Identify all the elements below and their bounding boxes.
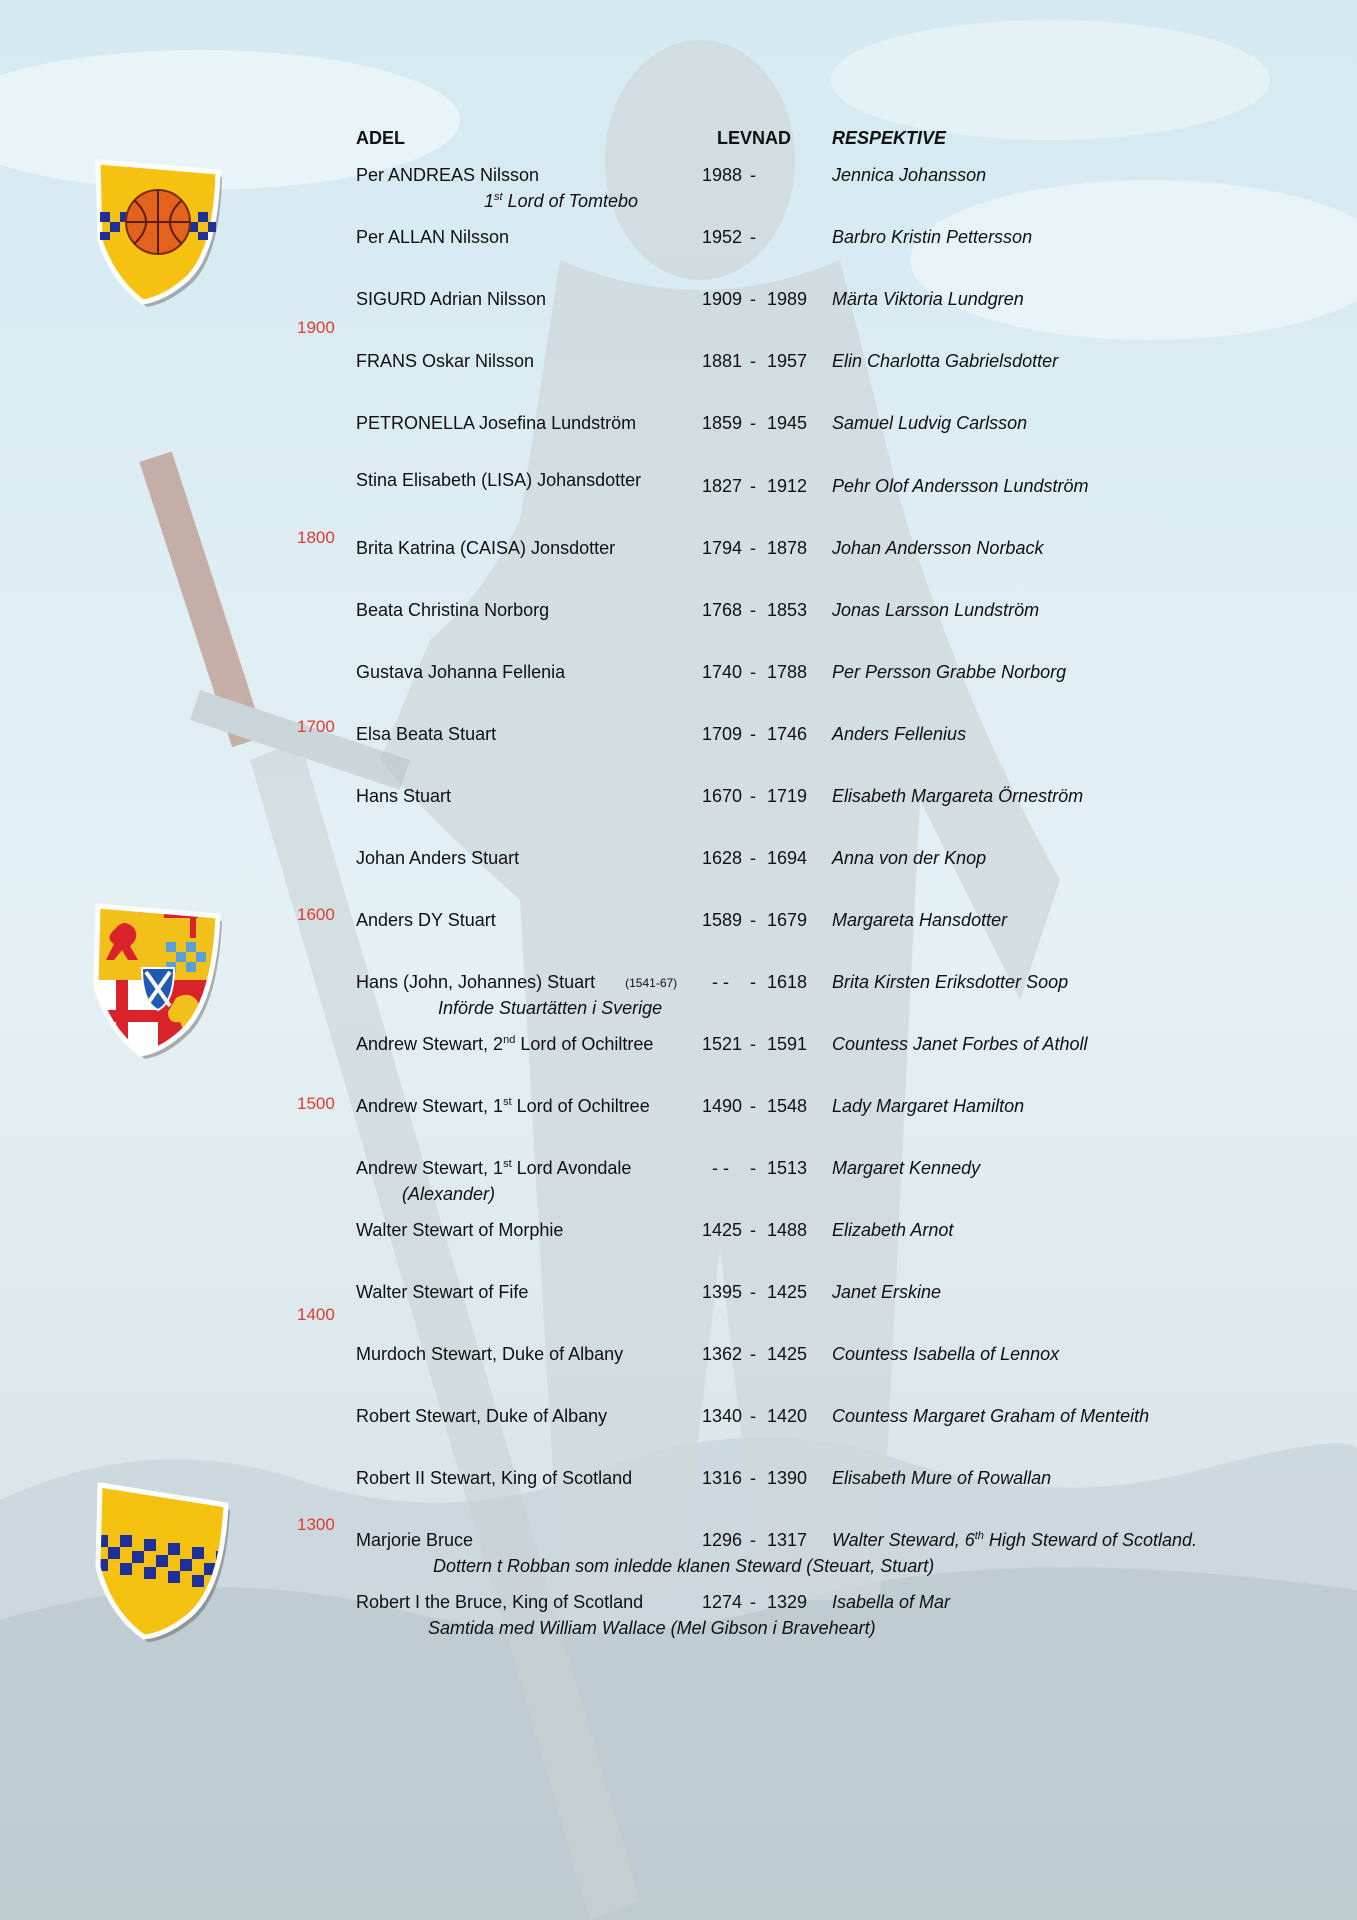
- birth-year: 1395: [702, 1282, 743, 1302]
- person-name: Robert II Stewart, King of Scotland: [356, 1468, 633, 1488]
- death-year: 1425: [767, 1282, 808, 1302]
- person-name: Johan Anders Stuart: [356, 848, 520, 868]
- century-marker: 1600: [297, 905, 335, 924]
- year-separator: -: [750, 1592, 756, 1612]
- death-year: 1853: [767, 600, 808, 620]
- genealogy-row: [0, 470, 1357, 532]
- birth-year: 1425: [702, 1220, 743, 1240]
- birth-year: 1521: [702, 1034, 743, 1054]
- spouse-name: Margareta Hansdotter: [832, 910, 1008, 930]
- birth-year: 1740: [702, 662, 743, 682]
- person-name: Gustava Johanna Fellenia: [356, 662, 566, 682]
- person-name: Hans Stuart: [356, 786, 452, 806]
- year-separator: -: [750, 476, 756, 496]
- death-year: 1591: [767, 1034, 808, 1054]
- genealogy-row: [0, 1282, 1357, 1344]
- death-year: 1957: [767, 351, 808, 371]
- century-marker: 1900: [297, 318, 335, 337]
- year-separator: -: [750, 289, 756, 309]
- spouse-name: Per Persson Grabbe Norborg: [832, 662, 1067, 682]
- death-year: 1912: [767, 476, 808, 496]
- person-name: Per ALLAN Nilsson: [356, 227, 510, 247]
- year-separator: -: [750, 1220, 756, 1240]
- genealogy-row: [0, 1406, 1357, 1468]
- death-year: 1788: [767, 662, 808, 682]
- year-separator: -: [750, 910, 756, 930]
- spouse-name: Barbro Kristin Pettersson: [832, 227, 1033, 247]
- genealogy-row: [0, 1096, 1357, 1158]
- person-name: PETRONELLA Josefina Lundström: [356, 413, 637, 433]
- century-marker: 1800: [297, 528, 335, 547]
- birth-year: 1709: [702, 724, 743, 744]
- death-year: 1488: [767, 1220, 808, 1240]
- birth-year: 1340: [702, 1406, 743, 1426]
- person-note: Samtida med William Wallace (Mel Gibson i Braveheart): [428, 1618, 876, 1638]
- person-name: Hans (John, Johannes) Stuart (1541-67): [356, 972, 678, 992]
- person-name: Murdoch Stewart, Duke of Albany: [356, 1344, 624, 1364]
- spouse-name: Margaret Kennedy: [832, 1158, 981, 1178]
- year-separator: -: [750, 724, 756, 744]
- birth-year: 1589: [702, 910, 743, 930]
- birth-year: 1794: [702, 538, 743, 558]
- genealogy-row: [0, 1220, 1357, 1282]
- year-separator: -: [750, 786, 756, 806]
- spouse-name: Lady Margaret Hamilton: [832, 1096, 1025, 1116]
- spouse-name: Elisabeth Mure of Rowallan: [832, 1468, 1052, 1488]
- birth-year: 1362: [702, 1344, 743, 1364]
- death-year: 1719: [767, 786, 808, 806]
- spouse-name: Samuel Ludvig Carlsson: [832, 413, 1028, 433]
- birth-year: 1490: [702, 1096, 743, 1116]
- person-note: Dottern t Robban som inledde klanen Steward (Steuart, Stuart): [433, 1556, 935, 1576]
- reign-years: (1541-67): [625, 976, 678, 990]
- spouse-name: Countess Isabella of Lennox: [832, 1344, 1060, 1364]
- year-separator: -: [750, 972, 756, 992]
- person-name: Walter Stewart of Fife: [356, 1282, 529, 1302]
- stewart-checky-crest-icon: [86, 1475, 236, 1645]
- birth-year: 1274: [702, 1592, 743, 1612]
- death-year: 1878: [767, 538, 808, 558]
- person-name: Elsa Beata Stuart: [356, 724, 497, 744]
- year-separator: -: [750, 351, 756, 371]
- century-marker: 1300: [297, 1515, 335, 1534]
- genealogy-row: [0, 724, 1357, 786]
- person-name: Andrew Stewart, 1st Lord of Ochiltree: [356, 1096, 650, 1116]
- person-name: Marjorie Bruce: [356, 1530, 474, 1550]
- person-name: Robert I the Bruce, King of Scotland: [356, 1592, 644, 1612]
- century-marker: 1700: [297, 717, 335, 736]
- royal-quartered-crest-icon: [86, 898, 226, 1063]
- birth-year: 1909: [702, 289, 743, 309]
- death-year: 1945: [767, 413, 808, 433]
- basketball-crest-icon: [88, 150, 228, 310]
- death-year: 1548: [767, 1096, 808, 1116]
- birth-year: 1988: [702, 165, 743, 185]
- death-year: 1425: [767, 1344, 808, 1364]
- year-separator: -: [750, 600, 756, 620]
- spouse-name: Anna von der Knop: [832, 848, 987, 868]
- death-year: 1618: [767, 972, 808, 992]
- year-separator: -: [750, 848, 756, 868]
- spouse-name: Brita Kirsten Eriksdotter Soop: [832, 972, 1069, 992]
- year-separator: -: [750, 227, 756, 247]
- year-separator: -: [750, 662, 756, 682]
- spouse-name: Märta Viktoria Lundgren: [832, 289, 1024, 309]
- birth-year: 1316: [702, 1468, 743, 1488]
- person-name: Anders DY Stuart: [356, 910, 496, 930]
- spouse-name: Janet Erskine: [832, 1282, 942, 1302]
- birth-year: 1827: [702, 476, 743, 496]
- genealogy-row: [0, 600, 1357, 662]
- spouse-name: Johan Andersson Norback: [832, 538, 1044, 558]
- year-separator: -: [750, 413, 756, 433]
- spouse-name: Countess Margaret Graham of Menteith: [832, 1406, 1150, 1426]
- spouse-name: Isabella of Mar: [832, 1592, 951, 1612]
- spouse-name: Elisabeth Margareta Örneström: [832, 786, 1084, 806]
- column-header-respektive: RESPEKTIVE: [832, 128, 947, 148]
- birth-year: - -: [712, 1158, 729, 1178]
- person-name: Andrew Stewart, 2nd Lord of Ochiltree: [356, 1034, 654, 1054]
- spouse-name: Elin Charlotta Gabrielsdotter: [832, 351, 1059, 371]
- genealogy-row: [0, 1344, 1357, 1406]
- spouse-name: Jennica Johansson: [832, 165, 987, 185]
- century-marker: 1400: [297, 1305, 335, 1324]
- birth-year: 1881: [702, 351, 743, 371]
- genealogy-row: [0, 1158, 1357, 1220]
- birth-year: 1670: [702, 786, 743, 806]
- genealogy-row: [0, 786, 1357, 848]
- column-header-levnad: LEVNAD: [717, 128, 792, 148]
- year-separator: -: [750, 538, 756, 558]
- death-year: 1989: [767, 289, 808, 309]
- person-name: Per ANDREAS Nilsson: [356, 165, 540, 185]
- death-year: 1329: [767, 1592, 808, 1612]
- spouse-name: Anders Fellenius: [832, 724, 967, 744]
- year-separator: -: [750, 1406, 756, 1426]
- death-year: 1694: [767, 848, 808, 868]
- person-name: Beata Christina Norborg: [356, 600, 550, 620]
- person-name: Stina Elisabeth (LISA) Johansdotter: [356, 470, 642, 490]
- genealogy-row: [0, 413, 1357, 475]
- death-year: 1746: [767, 724, 808, 744]
- genealogy-row: [0, 538, 1357, 600]
- death-year: 1390: [767, 1468, 808, 1488]
- birth-year: 1768: [702, 600, 743, 620]
- year-separator: -: [750, 1468, 756, 1488]
- year-separator: -: [750, 165, 756, 185]
- person-note: Införde Stuartätten i Sverige: [438, 998, 663, 1018]
- genealogy-row: [0, 351, 1357, 413]
- death-year: 1420: [767, 1406, 808, 1426]
- birth-year: 1859: [702, 413, 743, 433]
- year-separator: -: [750, 1034, 756, 1054]
- spouse-name: Jonas Larsson Lundström: [832, 600, 1040, 620]
- person-name: Brita Katrina (CAISA) Jonsdotter: [356, 538, 616, 558]
- birth-year: 1296: [702, 1530, 743, 1550]
- person-name: Robert Stewart, Duke of Albany: [356, 1406, 608, 1426]
- birth-year: 1952: [702, 227, 743, 247]
- person-name: SIGURD Adrian Nilsson: [356, 289, 547, 309]
- birth-year: 1628: [702, 848, 743, 868]
- year-separator: -: [750, 1282, 756, 1302]
- genealogy-row: [0, 662, 1357, 724]
- column-header-adel: ADEL: [356, 128, 405, 148]
- spouse-name: Pehr Olof Andersson Lundström: [832, 476, 1089, 496]
- person-note: (Alexander): [402, 1184, 496, 1204]
- spouse-name: Walter Steward, 6th High Steward of Scotland.: [832, 1530, 1198, 1550]
- death-year: 1317: [767, 1530, 808, 1550]
- person-name: FRANS Oskar Nilsson: [356, 351, 535, 371]
- person-name: Walter Stewart of Morphie: [356, 1220, 564, 1240]
- spouse-name: Elizabeth Arnot: [832, 1220, 954, 1240]
- death-year: 1679: [767, 910, 808, 930]
- century-marker: 1500: [297, 1094, 335, 1113]
- year-separator: -: [750, 1096, 756, 1116]
- year-separator: -: [750, 1530, 756, 1550]
- spouse-name: Countess Janet Forbes of Atholl: [832, 1034, 1088, 1054]
- year-separator: -: [750, 1158, 756, 1178]
- birth-year: - -: [712, 972, 729, 992]
- person-note: 1st Lord of Tomtebo: [484, 191, 638, 211]
- death-year: 1513: [767, 1158, 808, 1178]
- year-separator: -: [750, 1344, 756, 1364]
- person-name: Andrew Stewart, 1st Lord Avondale: [356, 1158, 632, 1178]
